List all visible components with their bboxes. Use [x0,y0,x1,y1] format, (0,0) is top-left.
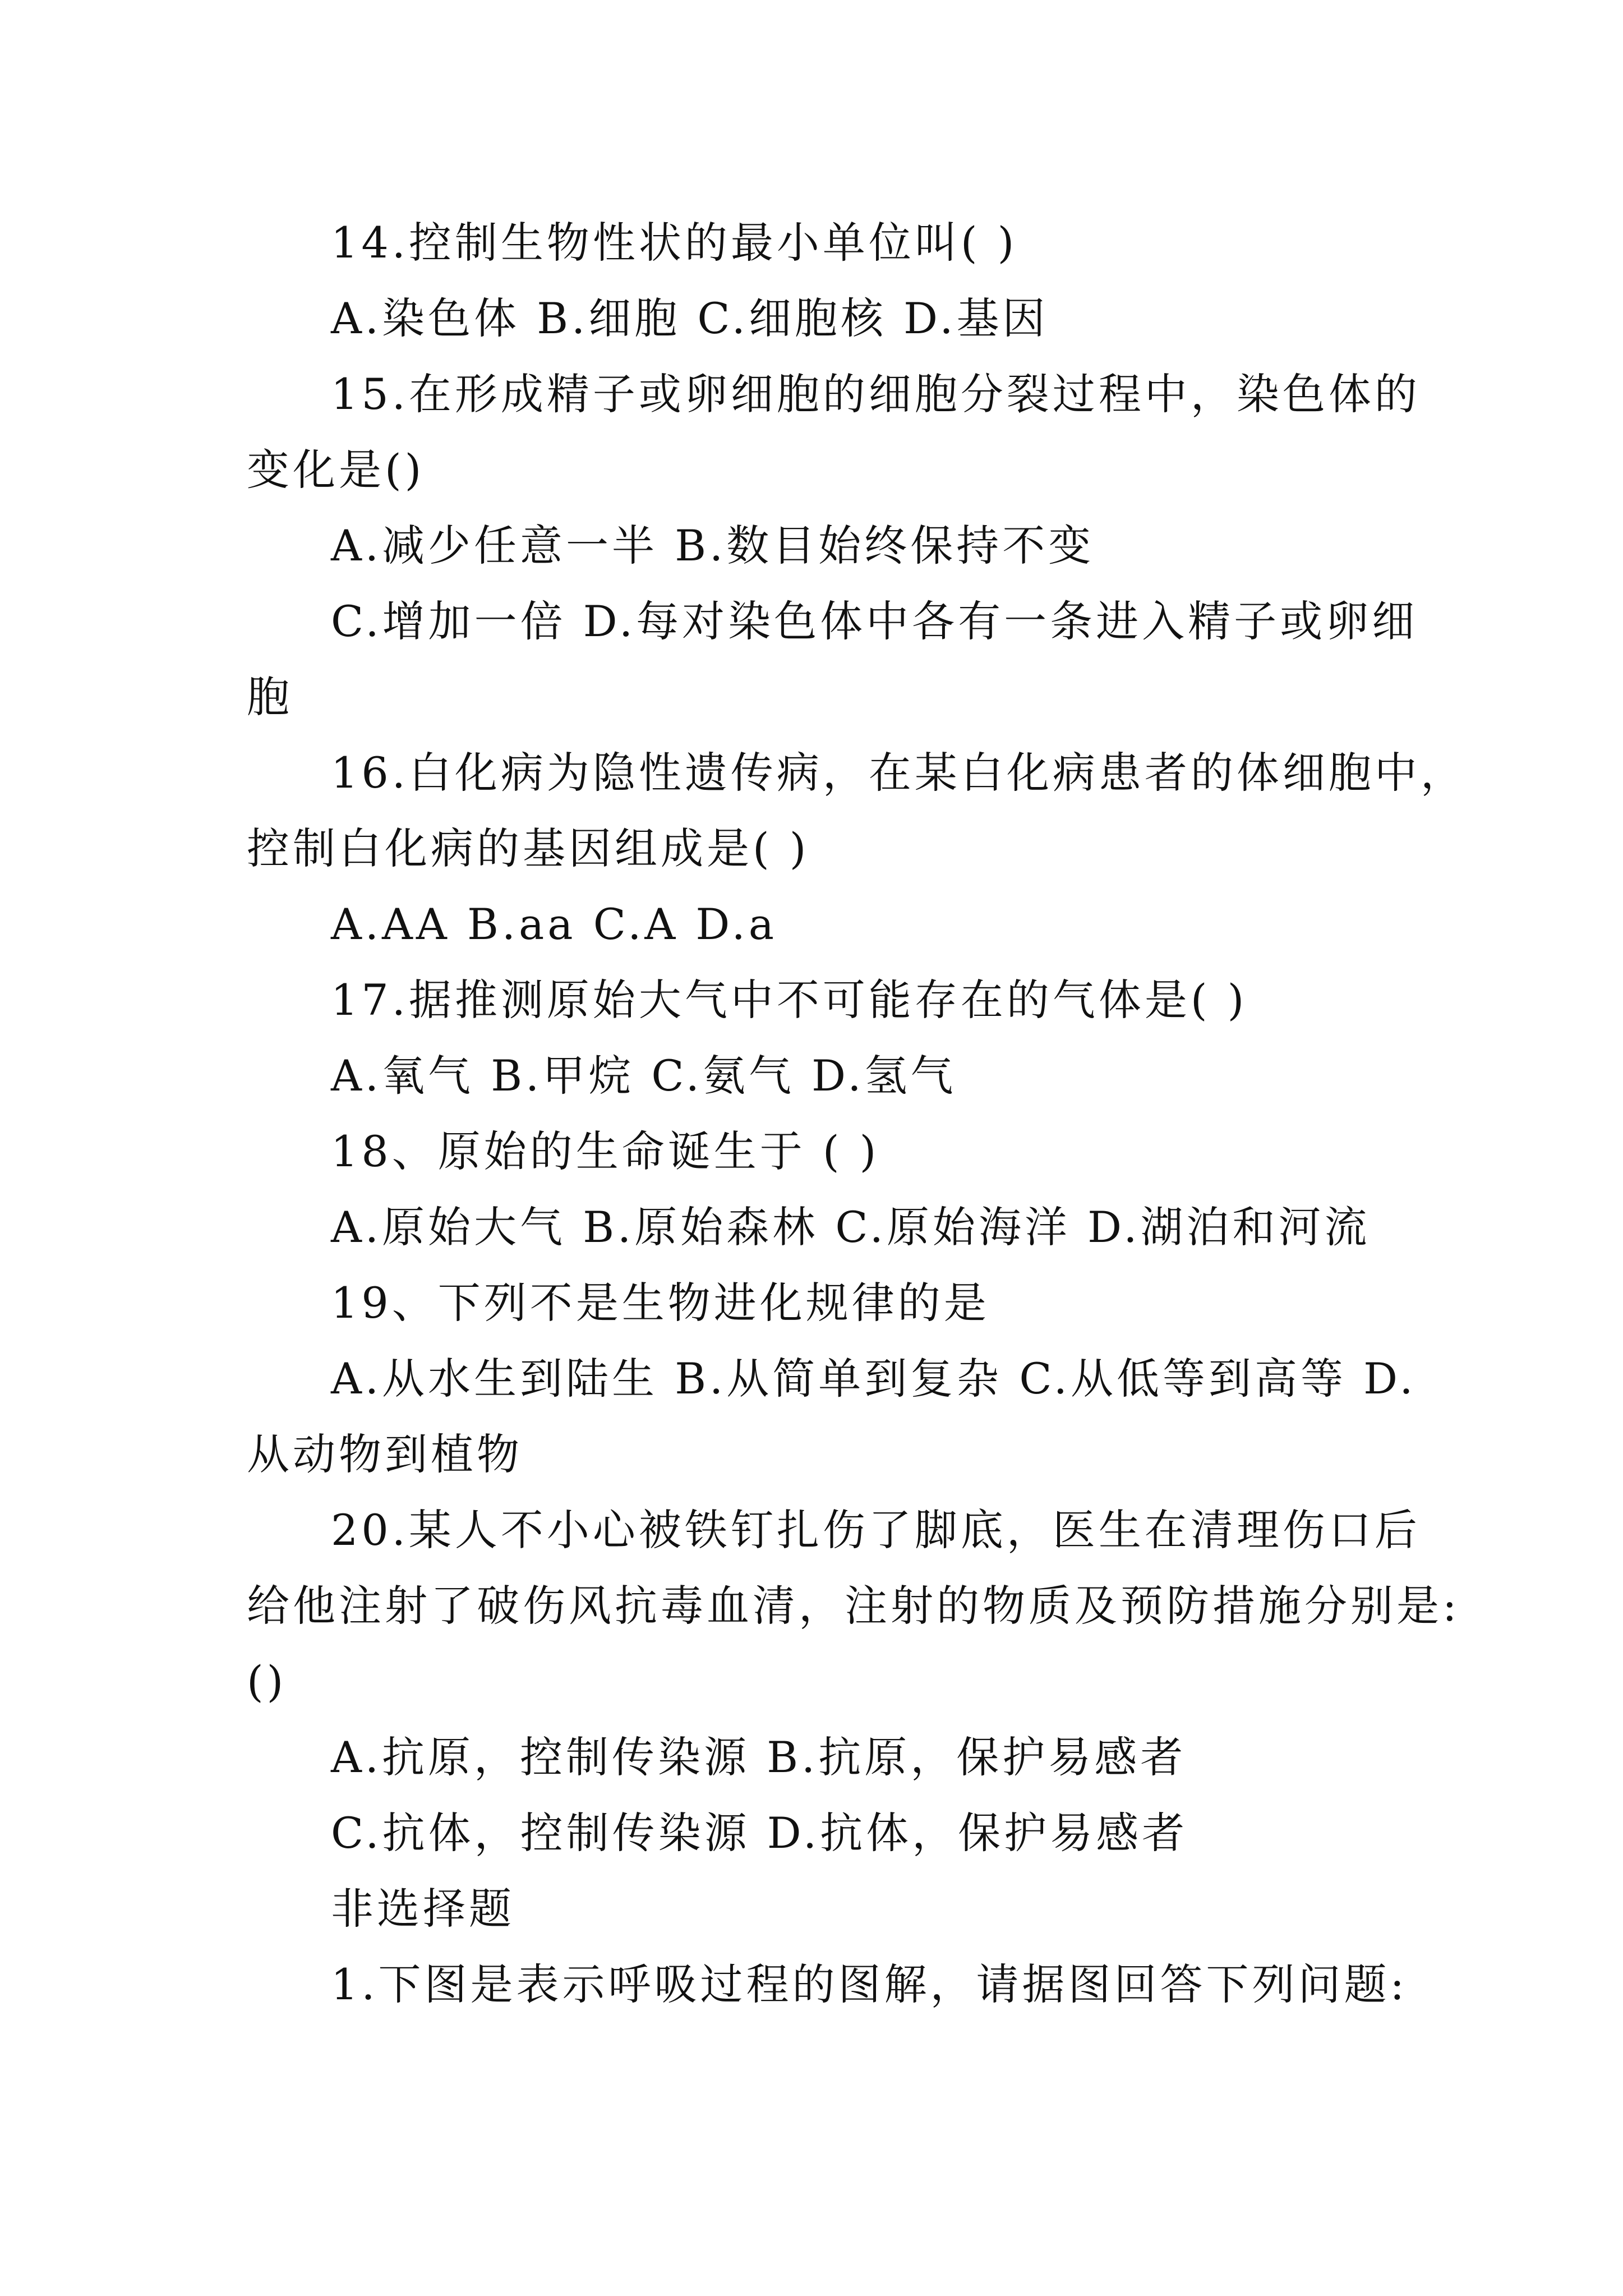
question-14: 14.控制生物性状的最小单位叫( ) [331,218,1018,268]
question-20-line-3: () [247,1657,287,1706]
question-20-line-1: 20.某人不小心被铁钉扎伤了脚底，医生在清理伤口后 [331,1505,1421,1555]
question-18: 18、原始的生命诞生于 ( ) [331,1126,880,1176]
question-15-options-1: A.减少任意一半 B.数目始终保持不变 [331,521,1095,570]
question-15-options-2: C.增加一倍 D.每对染色体中各有一条进入精子或卵细 [331,596,1418,646]
question-17-options: A.氧气 B.甲烷 C.氨气 D.氢气 [331,1051,957,1101]
question-16-line-1: 16.白化病为隐性遗传病，在某白化病患者的体细胞中， [331,748,1467,798]
question-18-options: A.原始大气 B.原始森林 C.原始海洋 D.湖泊和河流 [331,1202,1371,1252]
question-15-options-2-cont: 胞 [247,672,293,722]
question-19: 19、下列不是生物进化规律的是 [331,1278,990,1328]
question-15-line-1: 15.在形成精子或卵细胞的细胞分裂过程中，染色体的 [331,369,1421,419]
question-16-line-2: 控制白化病的基因组成是( ) [247,823,810,873]
non-choice-question-1: 1.下图是表示呼吸过程的图解，请据图回答下列问题: [331,1959,1408,2009]
question-20-options-1: A.抗原，控制传染源 B.抗原，保护易感者 [331,1732,1187,1782]
question-15-line-2: 变化是() [247,445,425,495]
question-20-line-2: 给他注射了破伤风抗毒血清，注射的物质及预防措施分别是: [247,1581,1460,1631]
question-17: 17.据推测原始大气中不可能存在的气体是( ) [331,975,1248,1025]
question-20-options-2: C.抗体，控制传染源 D.抗体，保护易感者 [331,1808,1188,1858]
question-14-options: A.染色体 B.细胞 C.细胞核 D.基因 [331,293,1049,343]
section-heading: 非选择题 [331,1884,515,1934]
question-19-options-cont: 从动物到植物 [247,1429,523,1479]
question-16-options: A.AA B.aa C.A D.a [331,899,778,949]
question-19-options: A.从水生到陆生 B.从简单到复杂 C.从低等到高等 D. [331,1354,1417,1404]
